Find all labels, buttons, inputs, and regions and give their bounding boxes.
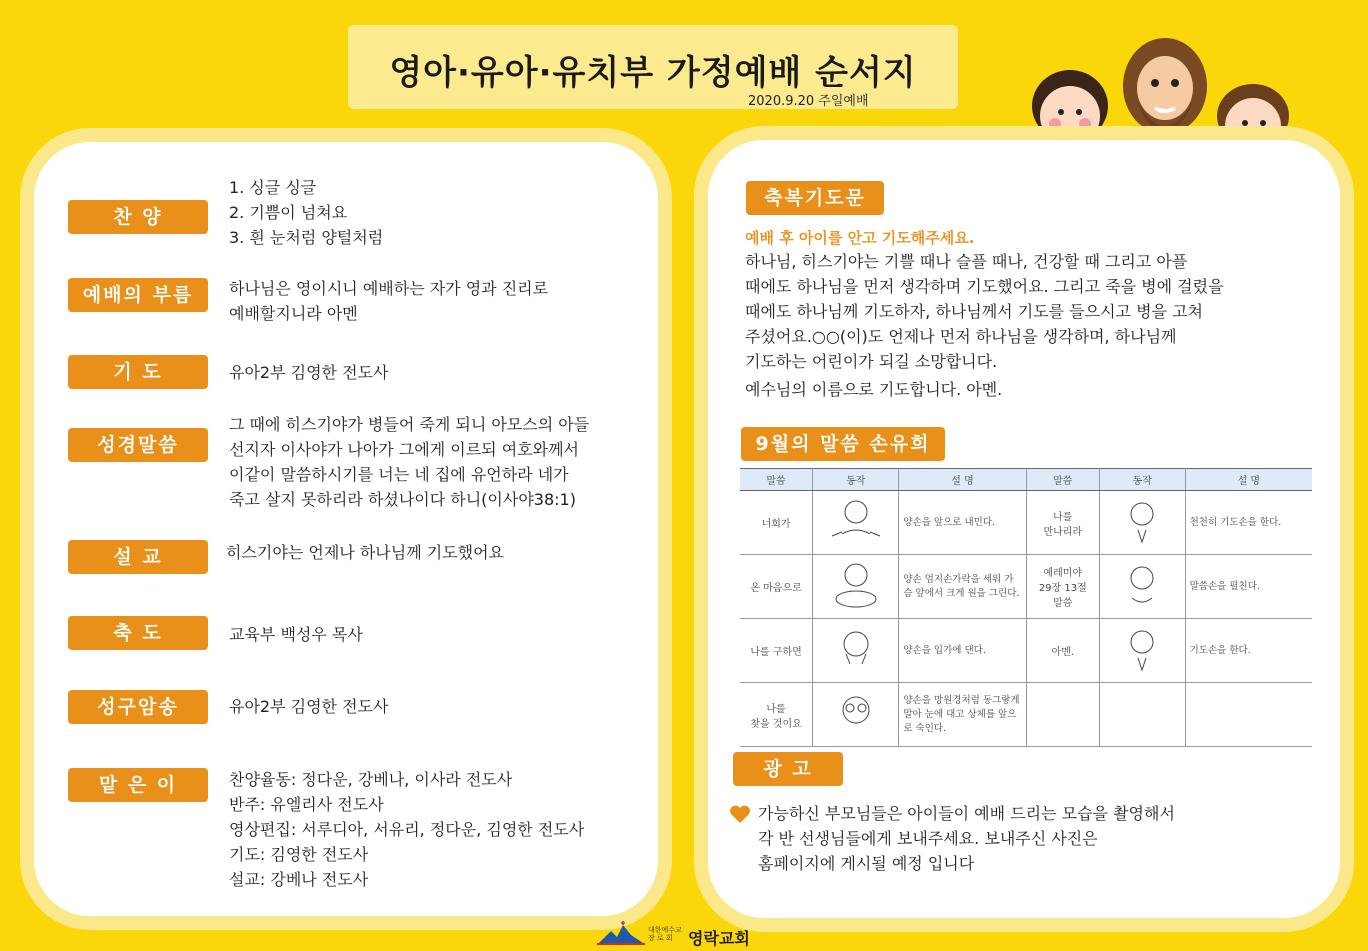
description-cell: 천천히 기도손을 한다.: [1185, 491, 1312, 555]
label-benediction: 축 도: [68, 616, 208, 650]
description-cell: 기도손을 한다.: [1185, 619, 1312, 683]
staff-line: 영상편집: 서루디아, 서유리, 정다운, 김영한 전도사: [229, 820, 585, 839]
description-cell: 양손을 망원경처럼 동그랗게 말아 눈에 대고 상체를 앞으로 숙인다.: [899, 683, 1026, 747]
blessing-line: 기도하는 어린이가 되길 소망합니다.: [745, 352, 998, 371]
blessing-line: 하나님, 히스기야는 기쁠 때나 슬플 때나, 건강할 때 그리고 아플: [745, 252, 1188, 271]
hand-motion-table: [740, 468, 1312, 747]
word-cell: 온 마음으로: [740, 555, 813, 619]
call-to-worship-text: [229, 276, 548, 326]
label-hymn: 찬 양: [68, 200, 208, 234]
prayer-leader: 유아2부 김영한 전도사: [229, 363, 389, 382]
description-cell: 말씀손을 펼친다.: [1185, 555, 1312, 619]
motion-cell: [1099, 619, 1185, 683]
col-header: 설 명: [1185, 469, 1312, 491]
motion-cell: [813, 683, 899, 747]
hymn-item: 2. 기쁨이 넘쳐요: [229, 203, 348, 222]
hymn-item: 1. 싱글 싱글: [229, 178, 317, 197]
open-book-hands-icon: [1122, 560, 1162, 610]
label-prayer: 기 도: [68, 355, 208, 389]
denomination-line: 대한예수교: [648, 926, 682, 934]
col-header: 설 명: [899, 469, 1026, 491]
col-header: 말씀: [1026, 469, 1099, 491]
table-row: [740, 683, 1312, 747]
table-header-row: [740, 469, 1312, 491]
table-row: [740, 491, 1312, 555]
motion-cell: [1099, 555, 1185, 619]
staff-line: 찬양율동: 정다운, 강베나, 이사라 전도사: [229, 770, 513, 789]
word-cell: [1026, 683, 1099, 747]
word-cell: 아멘.: [1026, 619, 1099, 683]
scripture-line: 죽고 살지 못하리라 하셨나이다 하니(이사야38:1): [229, 490, 576, 509]
memory-verse-leader: 유아2부 김영한 전도사: [229, 697, 389, 716]
motion-cell: [813, 555, 899, 619]
word-cell: 나를 찾을 것이요: [740, 683, 813, 747]
staff-line: 기도: 김영한 전도사: [229, 845, 369, 864]
announcement-line: 홈페이지에 게시될 예정 입니다: [758, 854, 975, 873]
sermon-title: 히스기야는 언제나 하나님께 기도했어요: [226, 543, 505, 562]
motion-cell: [813, 619, 899, 683]
outstretched-hands-icon: [828, 496, 884, 546]
scripture-line: 이같이 말씀하시기를 너는 네 집에 유언하라 네가: [229, 465, 569, 484]
benediction-text: 교육부 백성우 목사: [229, 625, 363, 644]
blessing-instruction: 예배 후 아이를 안고 기도해주세요.: [745, 229, 975, 247]
blessing-prayer-text: [745, 249, 1224, 402]
praying-hands-icon: [1122, 624, 1162, 674]
word-cell: 예레미야 29장 13절 말씀: [1026, 555, 1099, 619]
description-cell: [1185, 683, 1312, 747]
blessing-line: 예수님의 이름으로 기도합니다. 아멘.: [745, 380, 1003, 399]
circle-thumbs-icon: [828, 559, 884, 611]
call-line: 예배할지니라 아멘: [229, 304, 358, 323]
telescope-hands-icon: [830, 688, 882, 738]
description-cell: 양손 엄지손가락을 세워 가슴 앞에서 크게 원을 그린다.: [899, 555, 1026, 619]
praying-hands-icon: [1122, 496, 1162, 546]
announcement-text: [758, 801, 1175, 876]
hymn-list: [229, 175, 383, 250]
label-scripture: 성경말씀: [68, 428, 208, 462]
staff-list: [229, 767, 584, 892]
col-header: 동작: [1099, 469, 1185, 491]
label-memory-verse: 성구암송: [68, 690, 208, 724]
table-row: [740, 619, 1312, 683]
blessing-line: 때에도 하나님을 먼저 생각하며 기도했어요. 그리고 죽을 병에 걸렸을: [745, 277, 1224, 296]
label-call-to-worship: 예배의 부름: [68, 278, 208, 312]
hymn-item: 3. 흰 눈처럼 양털처럼: [229, 228, 384, 247]
hands-to-mouth-icon: [834, 624, 878, 674]
worship-date: 2020.9.20 주일예배: [748, 94, 869, 109]
label-blessing-prayer: 축복기도문: [746, 181, 884, 215]
church-logo-icon: [597, 921, 645, 947]
call-line: 하나님은 영이시니 예배하는 자가 영과 진리로: [229, 279, 549, 298]
label-staff: 맡 은 이: [68, 768, 208, 802]
church-name: 영락교회: [688, 929, 750, 948]
scripture-line: 그 때에 히스기야가 병들어 죽게 되니 아모스의 아들: [229, 415, 590, 434]
label-announcement: 광 고: [733, 752, 843, 786]
denomination-line: 장 로 회: [648, 934, 673, 942]
word-cell: 나를 만나리라: [1026, 491, 1099, 555]
announcement-line: 각 반 선생님들에게 보내주세요. 보내주신 사진은: [758, 829, 1098, 848]
heart-icon: [729, 804, 751, 824]
announcement-line: 가능하신 부모님들은 아이들이 예배 드리는 모습을 촬영해서: [758, 804, 1175, 823]
label-sermon: 설 교: [68, 540, 208, 574]
col-header: 동작: [813, 469, 899, 491]
page-title: 영아·유아·유치부 가정예배 순서지: [389, 53, 917, 93]
table-row: [740, 555, 1312, 619]
staff-line: 반주: 유엘리사 전도사: [229, 795, 384, 814]
motion-cell: [813, 491, 899, 555]
description-cell: 양손을 입가에 댄다.: [899, 619, 1026, 683]
blessing-line: 주셨어요.○○(이)도 언제나 먼저 하나님을 생각하며, 하나님께: [745, 327, 1177, 346]
scripture-text: [229, 412, 589, 512]
motion-cell: [1099, 683, 1185, 747]
description-cell: 양손을 앞으로 내민다.: [899, 491, 1026, 555]
word-cell: 너희가: [740, 491, 813, 555]
denomination-label: [648, 926, 682, 942]
label-hand-motion: 9월의 말씀 손유희: [741, 427, 945, 461]
staff-line: 설교: 강베나 전도사: [229, 870, 369, 889]
scripture-line: 선지자 이사야가 나아가 그에게 이르되 여호와께서: [229, 440, 580, 459]
col-header: 말씀: [740, 469, 813, 491]
blessing-line: 때에도 하나님께 기도하자, 하나님께서 기도를 들으시고 병을 고쳐: [745, 302, 1204, 321]
motion-cell: [1099, 491, 1185, 555]
word-cell: 나를 구하면: [740, 619, 813, 683]
